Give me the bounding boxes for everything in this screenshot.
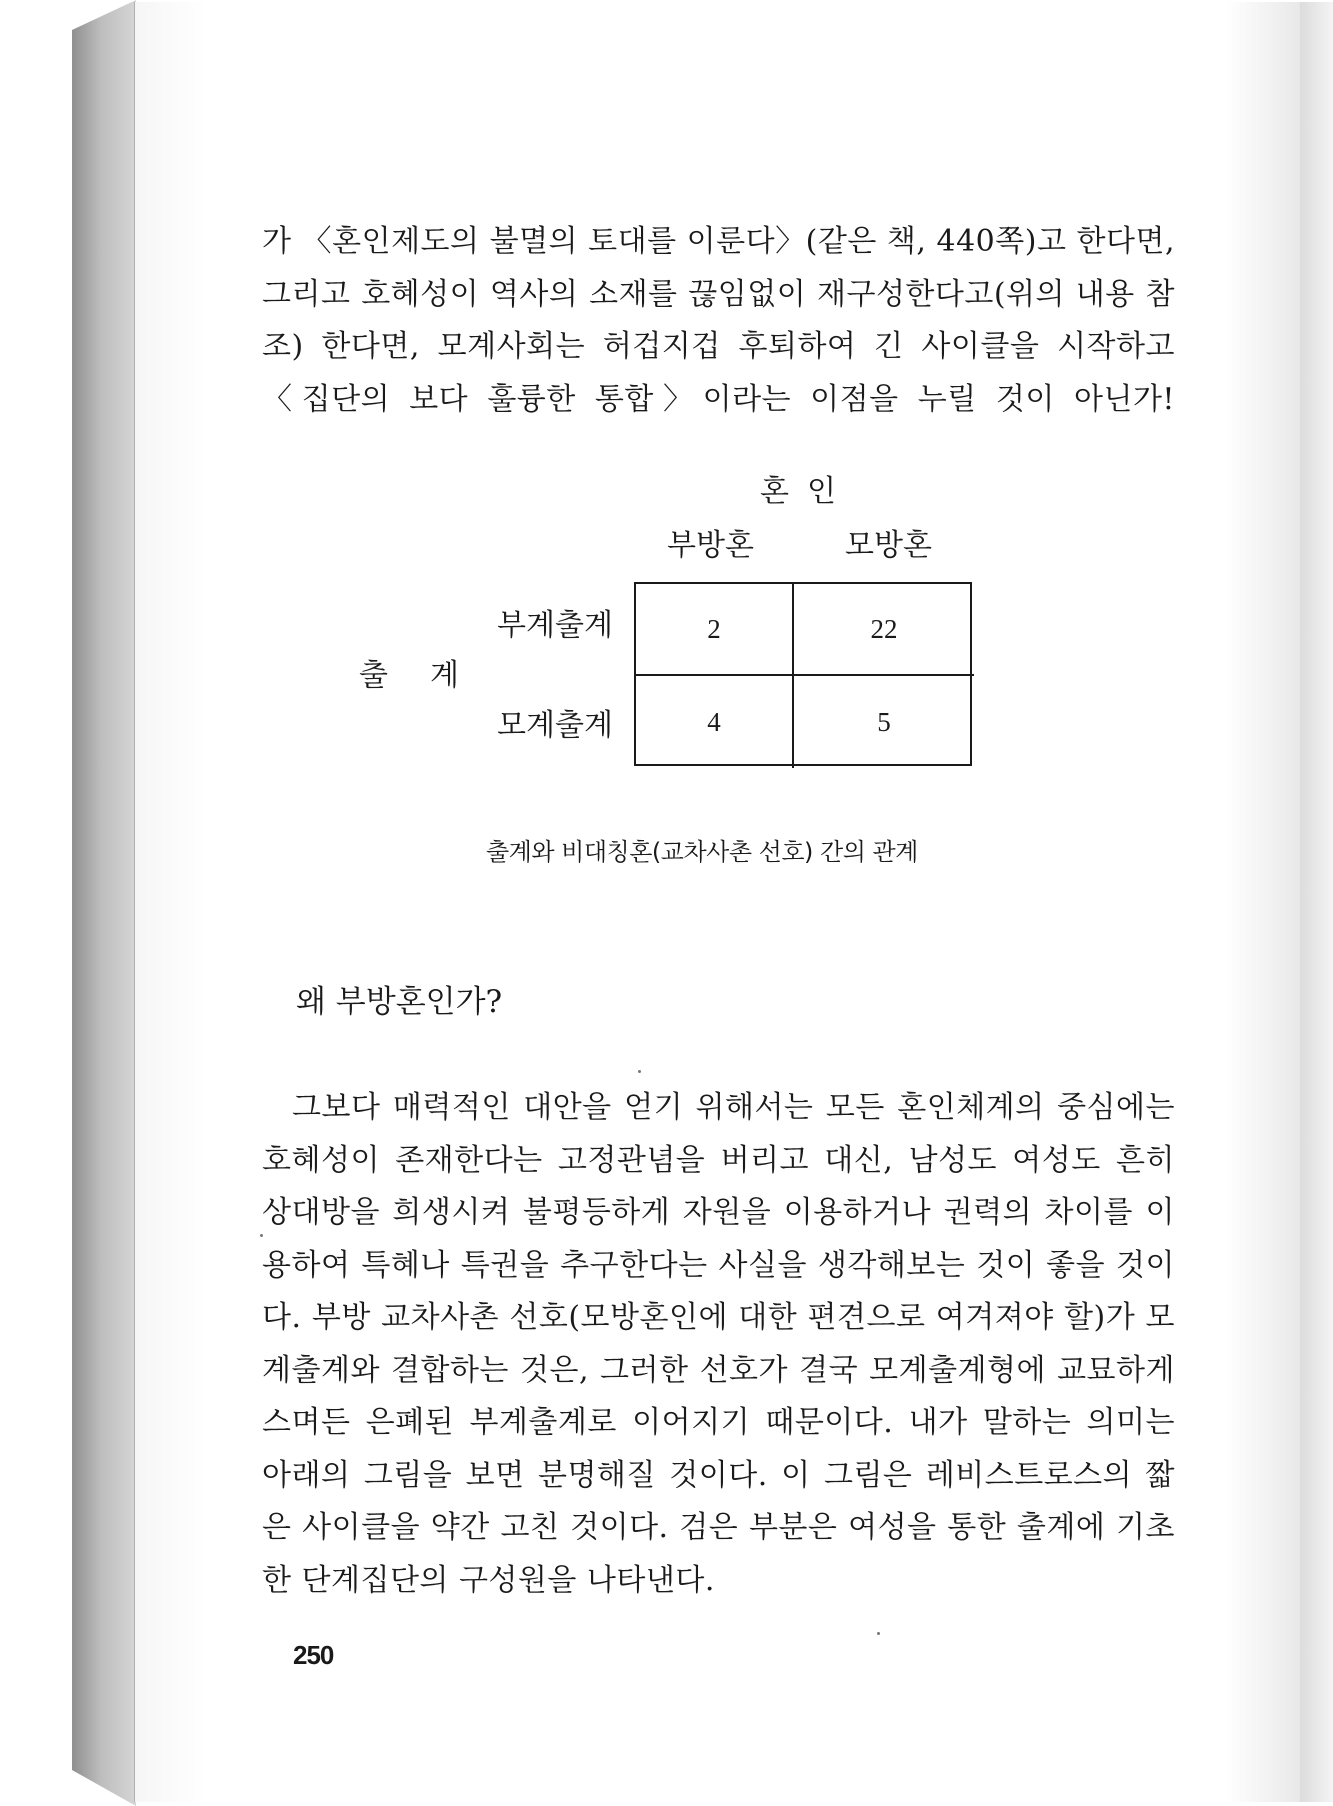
table-row-group-descent: 출계 [359,658,501,693]
table-cell: 22 [794,584,974,676]
table-header-marriage: 혼인 [760,474,854,509]
paragraph-2: 그보다 매력적인 대안을 얻기 위해서는 모든 혼인체계의 중심에는 호혜성이 존재한다는 고정관념을 버리고 대신, 남성도 여성도 흔히 상대방을 희생시켜 불평등하게 자원을 이용하거나 권력의 차이를 이용하여 특혜나 특권을 추구한다는 사실을 생각해보는 것이 좋을 것이다. 부방 교차사촌 선호(모방혼인에 대한 편견으로 여겨져야 할)가 모계출계와 결합하는 것은, 그러한 선호가 결국 모계출계형에 교묘하게 스며든 은폐된 부계출계로 이어지기 때문이다. 내가 말하는 의미는 아래의 그림을 보면 분명해질 것이다. 이 그림은 레비스트로스의 짧은 사이클을 약간 고친 것이다. 검은 부분은 여성을 통한 출계에 기초한 단계집단의 구성원을 나타낸다. [262,1090,1175,1598]
table-col-patrilocal: 부방혼 [667,528,754,563]
table-cell: 4 [636,676,794,768]
table-caption: 출계와 비대칭혼(교차사촌 선호) 간의 관계 [486,838,918,866]
page-edge [1300,2,1333,1802]
paragraph-1: 가 〈혼인제도의 불멸의 토대를 이룬다〉(같은 책, 440쪽)고 한다면, 그리고 호혜성이 역사의 소재를 끊임없이 재구성한다고(위의 내용 참조) 한다면, 모계사회는 허겁지겁 후퇴하여 긴 사이클을 시작하고 〈집단의 보다 훌륭한 통합〉이라는 이점을 누릴 것이 아닌가! [262,224,1175,417]
table-cell: 5 [877,706,891,737]
scan-speck [877,1632,880,1635]
table-col-matrilocal: 모방혼 [845,528,932,563]
table-row-matrilineal: 모계출계 [497,708,613,743]
page-number: 250 [293,1640,334,1670]
scan-speck [638,1070,641,1073]
book-spine-side [72,0,136,1806]
table-row-patrilineal: 부계출계 [497,608,613,643]
scan-speck [260,1234,263,1237]
table-cell: 2 [636,584,794,676]
section-heading: 왜 부방혼인가? [296,984,503,1020]
cross-table [634,582,972,766]
